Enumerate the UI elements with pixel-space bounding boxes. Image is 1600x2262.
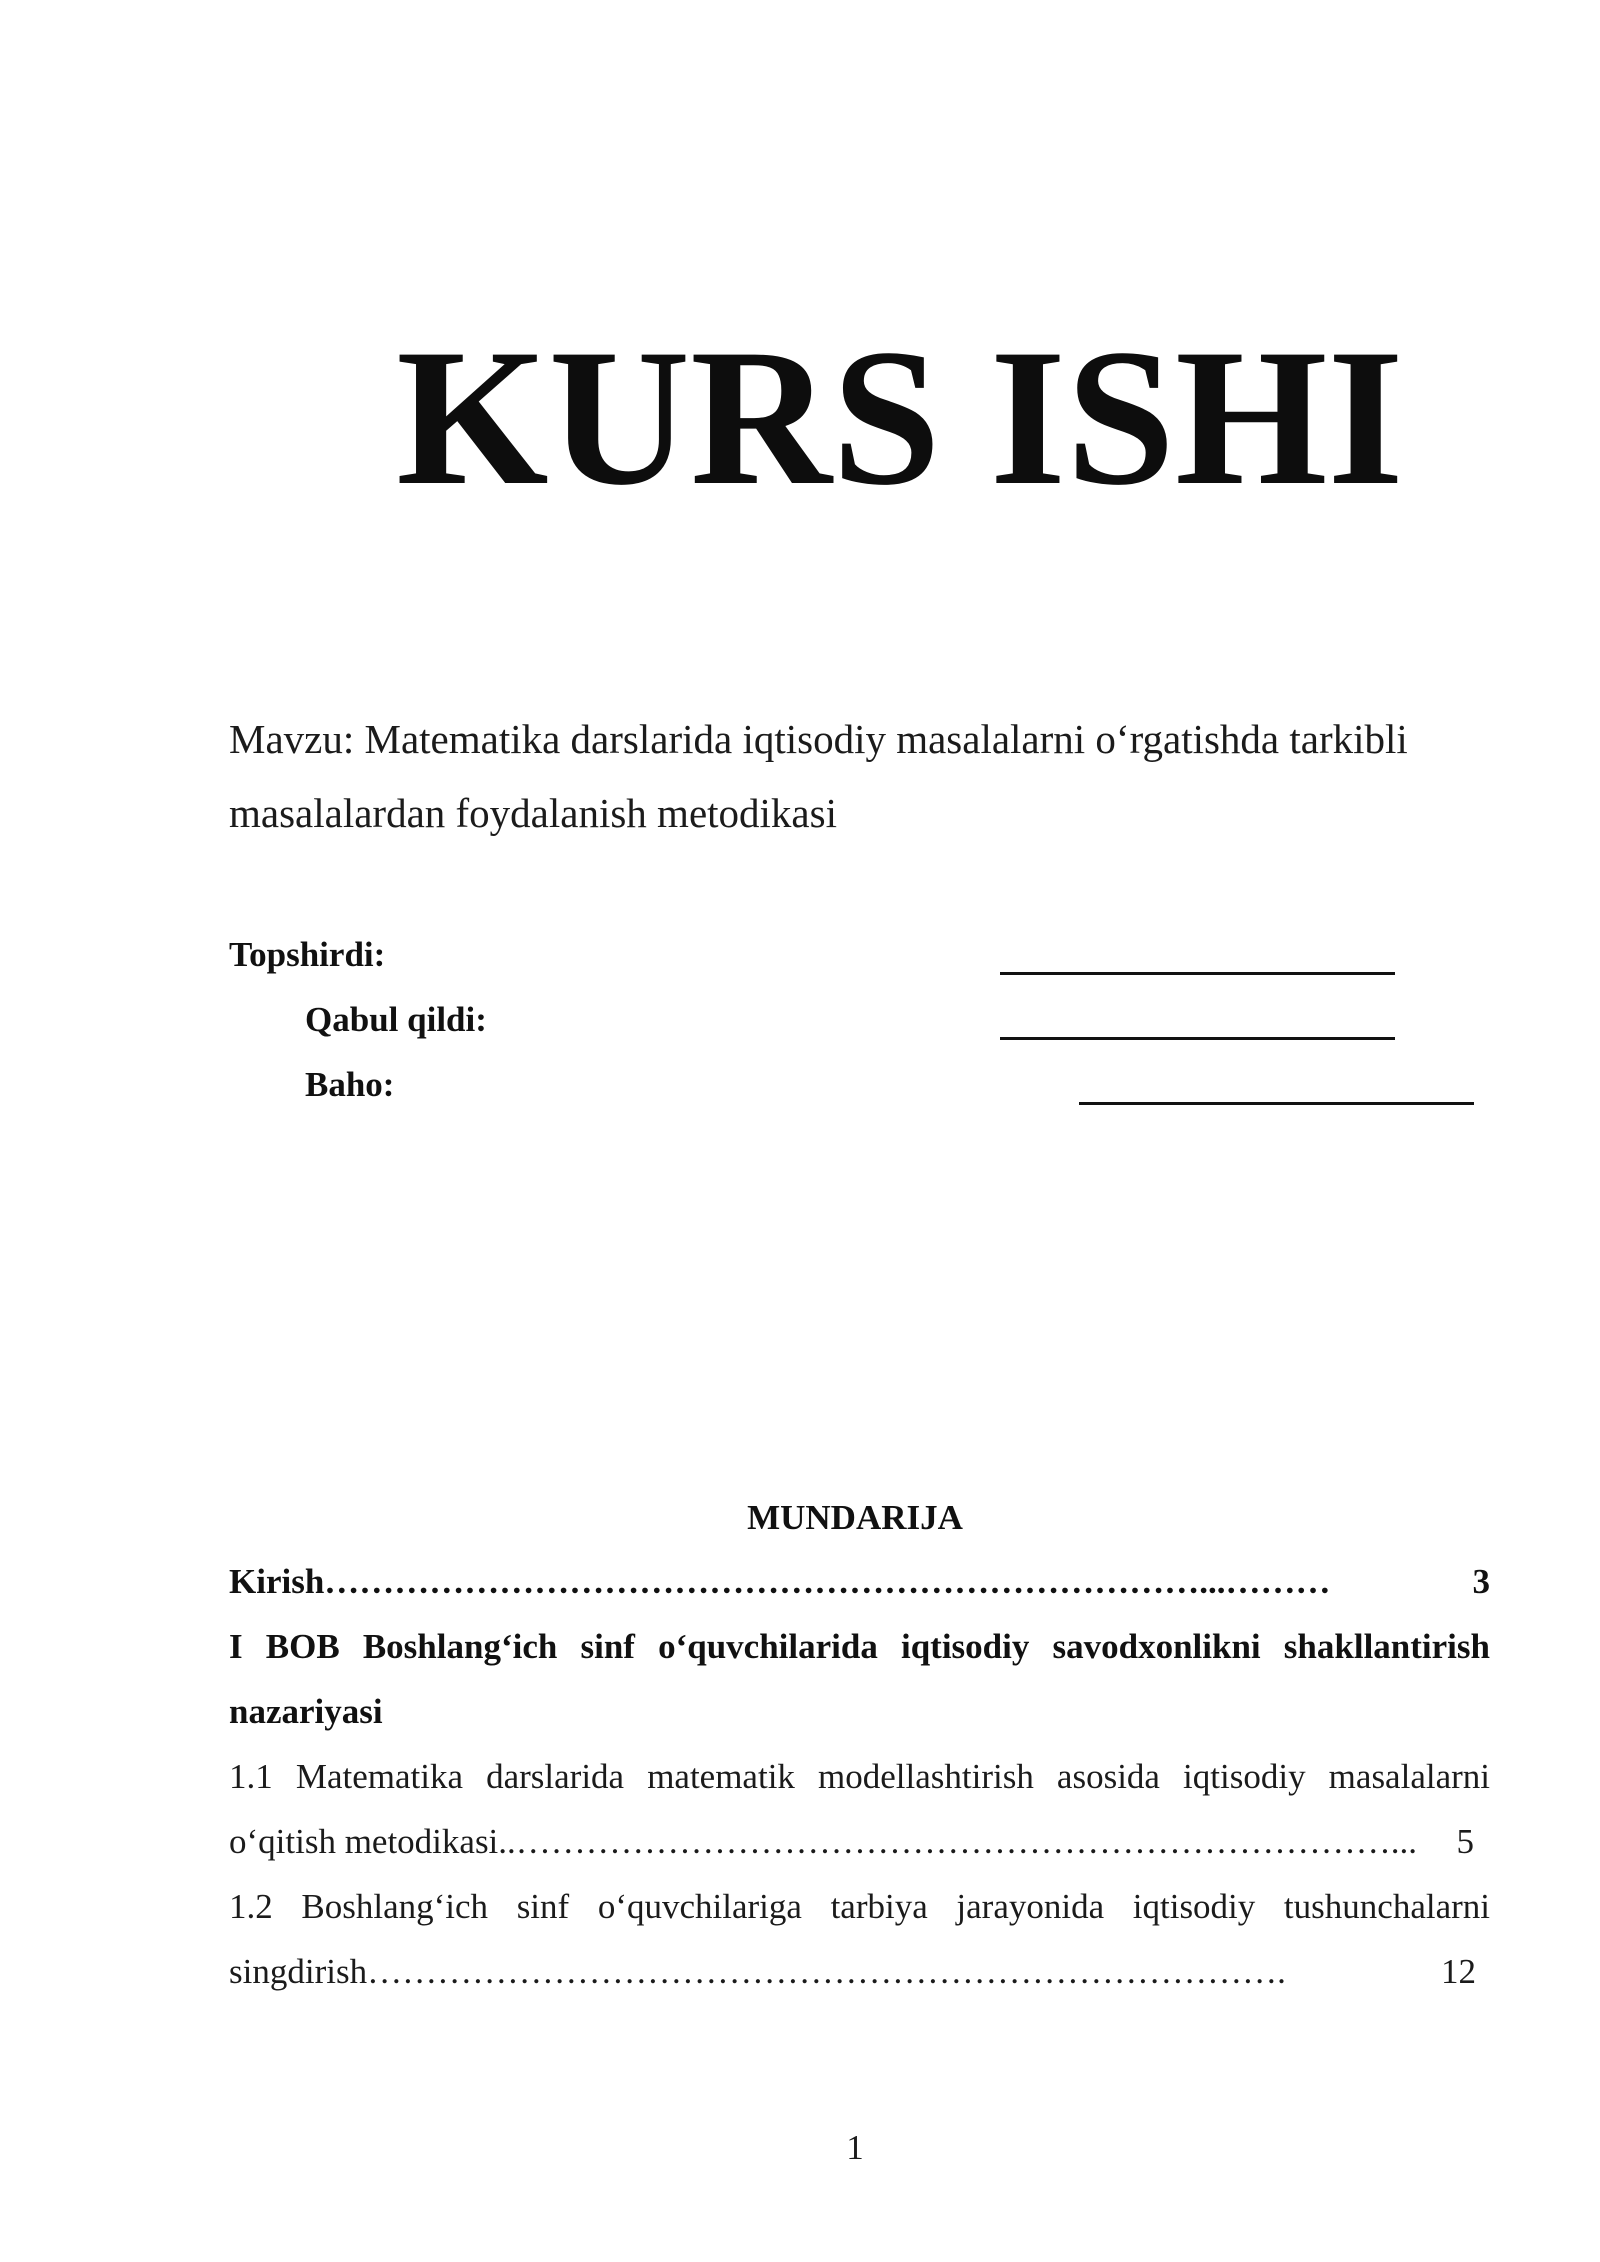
topic-line-2: masalalardan foydalanish metodikasi <box>229 790 837 836</box>
toc-intro-dots: …………………………………………………………………...……… <box>324 1562 1331 1601</box>
toc-heading: MUNDARIJA <box>747 1498 963 1537</box>
submitted-blank-line <box>1000 972 1395 975</box>
toc-intro-page: 3 <box>1472 1562 1490 1601</box>
toc-intro-label: Kirish <box>229 1562 325 1601</box>
toc-section-1-2-line-1: 1.2 Boshlang‘ich sinf o‘quvchilariga tarbiya jarayonida iqtisodiy tushunchalarni <box>229 1887 1490 1926</box>
toc-section-1-1-line-2 <box>229 1822 1474 1862</box>
toc-section-1-2-page: 12 <box>1441 1952 1476 1991</box>
topic-text <box>229 702 1489 850</box>
toc-chapter1-line-2: nazariyasi <box>229 1692 383 1731</box>
topic-line-1: Mavzu: Matematika darslarida iqtisodiy masalalarni o‘rgatishda tarkibli <box>229 716 1408 762</box>
page-number: 1 <box>846 2128 864 2167</box>
toc-entry-intro <box>229 1562 1490 1602</box>
toc-section-1-2-dots: ……………………………………………………………………. <box>367 1952 1286 1991</box>
toc-section-1-1-dots: …………………………………………………………………... <box>515 1822 1418 1861</box>
grade-blank-line <box>1079 1102 1474 1105</box>
grade-label: Baho: <box>305 1065 395 1104</box>
toc-section-1-1-line-1: 1.1 Matematika darslarida matematik modellashtirish asosida iqtisodiy masalalarni <box>229 1757 1490 1796</box>
accepted-label: Qabul qildi: <box>305 1000 487 1039</box>
accepted-blank-line <box>1000 1037 1395 1040</box>
toc-section-1-1-page: 5 <box>1456 1822 1474 1861</box>
submitted-label: Topshirdi: <box>229 935 386 974</box>
toc-section-1-1-label: o‘qitish metodikasi.. <box>229 1822 516 1861</box>
cover-title: KURS ISHI <box>396 309 1404 526</box>
toc-section-1-2-label: singdirish <box>229 1952 368 1991</box>
toc-section-1-2-line-2 <box>229 1952 1476 1992</box>
toc-chapter1-line-1: I BOB Boshlang‘ich sinf o‘quvchilarida iqtisodiy savodxonlikni shakllantirish <box>229 1627 1490 1666</box>
